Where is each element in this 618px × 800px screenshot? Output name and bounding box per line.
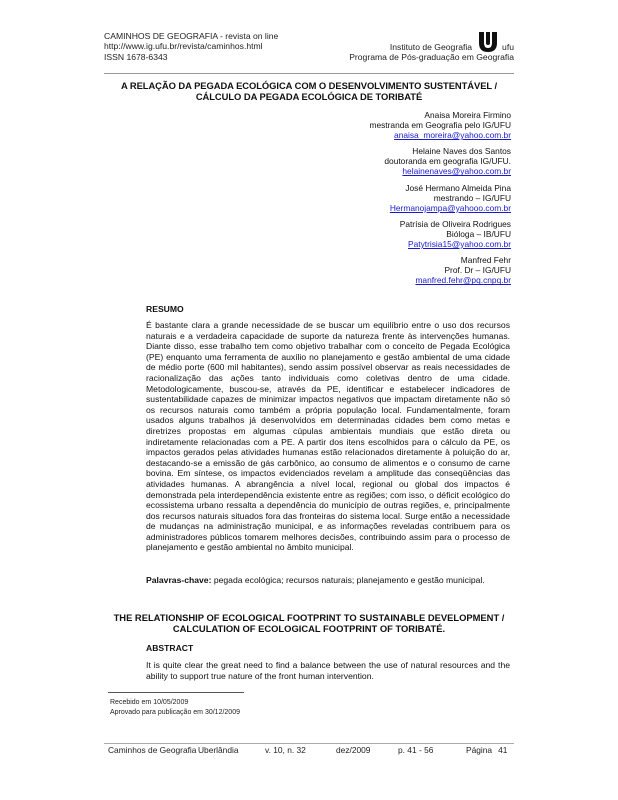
author-email-link[interactable]: helainenaves@yahoo.com.br xyxy=(402,166,511,177)
author-name: Manfred Fehr xyxy=(460,255,511,266)
author-role: mestrando – IG/UFU xyxy=(433,192,511,203)
journal-header xyxy=(104,31,278,62)
author-email-link[interactable]: anaisa_moreira@yahoo.com.br xyxy=(394,130,511,141)
footer-city: Uberlândia xyxy=(198,745,239,755)
ufu-label: ufu xyxy=(502,42,514,52)
title-line-1: A RELAÇÃO DA PEGADA ECOLÓGICA COM O DESENVOLVIMENTO SUSTENTÁVEL / xyxy=(120,80,498,91)
title-en-line-2: CALCULATION OF ECOLOGICAL FOOTPRINT OF TORIBATÉ. xyxy=(172,623,446,635)
author-role: doutoranda em geografia IG/UFU. xyxy=(384,156,511,167)
title-en-line-1: THE RELATIONSHIP OF ECOLOGICAL FOOTPRINT TO SUSTAINABLE DEVELOPMENT / xyxy=(113,612,505,623)
author-role: mestranda em Geografia pelo IG/UFU xyxy=(369,120,511,131)
author-email-link[interactable]: manfred.fehr@pq.cnpq.br xyxy=(415,275,511,286)
footer-journal: Caminhos de Geografia xyxy=(108,745,197,755)
author-email-link[interactable]: Hermanojampa@yahooo.com.br xyxy=(389,202,511,213)
author-role: Prof. Dr – IG/UFU xyxy=(444,265,511,276)
institute-header xyxy=(349,42,514,63)
author-name: Patrísia de Oliveira Rodrigues xyxy=(399,218,511,229)
footnote xyxy=(110,698,240,717)
footer-date: dez/2009 xyxy=(336,745,371,755)
abstract-heading: ABSTRACT xyxy=(146,643,194,653)
author-item xyxy=(369,219,511,249)
keywords-label: Palavras-chave: xyxy=(146,575,212,585)
journal-url: http://www.ig.ufu.br/revista/caminhos.html xyxy=(104,41,263,52)
author-item xyxy=(369,146,511,176)
footer-volume: v. 10, n. 32 xyxy=(265,745,306,755)
institute-name: Instituto de Geografia xyxy=(389,42,473,52)
author-item xyxy=(369,110,511,140)
program-name: Programa de Pós-graduação em Geografia xyxy=(349,52,514,63)
received-date: Recebido em 10/05/2009 xyxy=(110,699,189,706)
resumo-text: É bastante clara a grande necessidade de se buscar um equilíbrio entre o uso dos recursos naturais e a verdadeira capacidade de suporte da natureza frente às intervenções humanas. Diante disso, esse trabalho tem como objetivo trabalhar com o conceito de Pegada Ecológica (PE) enquanto uma ferramenta de auxílio no planejamento e gestão ambiental de uma cidade de médio porte (600 mil habitantes), sendo assim possível observar as reais necessidades de racionalização das ações tanto individuais como coletivas dentro de uma cidade. Metodologicamente, buscou-se, através da PE, identificar e estabelecer indicadores de sustentabilidade capazes de minimizar impactos negativos que impactam diretamente não só os recursos naturais como também a própria população local. Fundamentalmente, foram usados alguns trabalhos já desenvolvidos em determinadas cidades bem como metas e diretrizes propostas em algumas cúpulas ambientais mundiais que estão direta ou indiretamente relacionadas com a PE. A partir dos itens escolhidos para o cálculo da PE, os impactos gerados pelas atividades humanas estão relacionados diretamente à poluição do ar, destacando-se a emissão de gás carbônico, ao consumo de alimentos e o consumo de carne bovina. Em síntese, os impactos evidenciados revelam a amplitude das conseqüências das atividades humanas. A abrangência a nível local, regional ou global dos impactos é demonstrada pela interdependência existente entre as regiões; com isso, o déficit ecológico do ecossistema urbano ressalta a dependência do município de outras regiões, e, principalmente dos recursos naturais situados fora das fronteiras do sistema local. Surge então a necessidade de mudanças na administração municipal, e as informações reveladas contribuem para os administradores públicos tomarem melhores decisões, contribuindo assim para o processo de planejamento e gestão ambiental no âmbito municipal. xyxy=(146,320,510,553)
author-name: José Hermano Almeida Pina xyxy=(405,182,511,193)
author-email-link[interactable]: Patytrisia15@yahoo.com.br xyxy=(408,239,511,250)
footnote-divider xyxy=(108,692,244,693)
author-name: Helaine Naves dos Santos xyxy=(412,146,511,157)
header-divider xyxy=(104,73,514,74)
abstract-text: It is quite clear the great need to find a balance between the use of natural resources and the ability to support true nature of the front human intervention. xyxy=(146,660,510,681)
approved-date: Aprovado para publicação em 30/12/2009 xyxy=(110,708,240,716)
author-role: Bióloga – IB/UFU xyxy=(446,228,511,239)
footer-page-number: 41 xyxy=(498,745,508,755)
author-item xyxy=(369,255,511,285)
keywords xyxy=(146,575,510,586)
footer-page-label: Página xyxy=(466,745,493,755)
footer-divider xyxy=(104,743,514,744)
keywords-text: pegada ecológica; recursos naturais; planejamento e gestão municipal. xyxy=(211,575,485,585)
title-line-2: CÁLCULO DA PEGADA ECOLÓGICA DE TORIBATÉ xyxy=(195,91,423,103)
article-title-pt xyxy=(100,80,518,102)
author-item xyxy=(369,183,511,213)
author-list xyxy=(369,110,511,291)
author-name: Anaisa Moreira Firmino xyxy=(424,110,511,120)
footer-pages: p. 41 - 56 xyxy=(398,745,434,755)
article-title-en xyxy=(100,612,518,634)
journal-issn: ISSN 1678-6343 xyxy=(104,51,168,62)
page-footer xyxy=(108,745,514,755)
resumo-heading: RESUMO xyxy=(146,304,184,314)
journal-name: CAMINHOS DE GEOGRAFIA - revista on line xyxy=(104,31,279,41)
